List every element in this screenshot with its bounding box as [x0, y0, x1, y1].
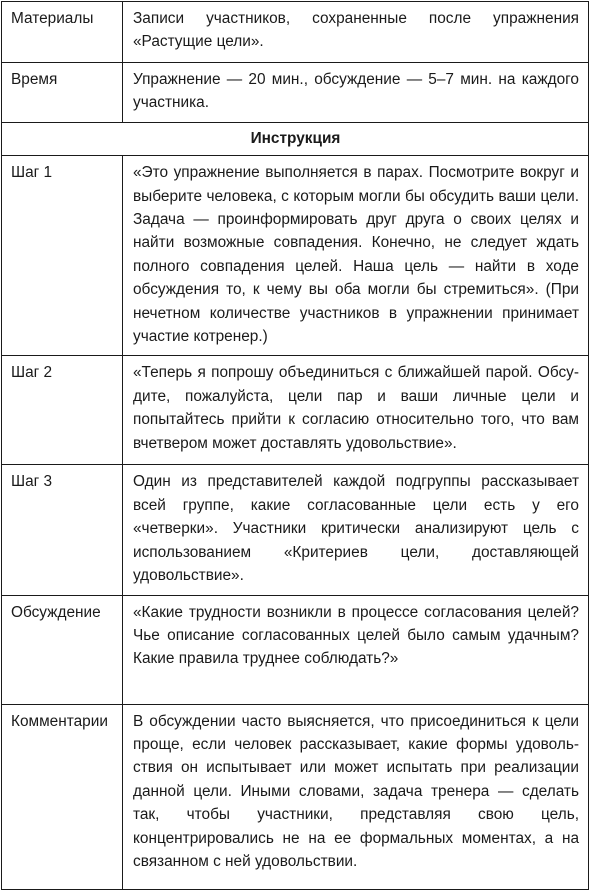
step3-label: Шаг 3 [2, 465, 123, 595]
materials-label: Материалы [2, 2, 123, 63]
instruction-heading: Инструкция [2, 122, 589, 155]
step2-text: «Теперь я попрошу объединиться с ближайшей парой. Обсудите, пожалуйста, цели пар и ваши личные цели и попытайтесь прийти к согласию относительно того, что вам вчетвером может доставлять удовольствие». [123, 356, 589, 465]
table-row-step3 [2, 465, 589, 595]
time-text: Упражнение — 20 мин., обсуждение — 5–7 мин. на каждого участника. [123, 63, 589, 123]
time-label: Время [2, 63, 123, 123]
discussion-label: Обсуждение [2, 595, 123, 704]
materials-text: Записи участников, сохраненные после упражнения «Растущие цели». [123, 2, 589, 63]
table-row-discussion [2, 595, 589, 704]
exercise-table [1, 1, 589, 890]
table-row-materials [2, 2, 589, 63]
table-row-comments [2, 704, 589, 889]
step1-label: Шаг 1 [2, 156, 123, 356]
table-row-step1 [2, 156, 589, 356]
comments-text: В обсуждении часто выясняется, что присоединиться к цели проще, если человек рассказывает, какие формы удовольствия он испытывает или может испытать при реализации данной цели. Иными словами, задача тренера — сделать так, чтобы участники, представляя свою цель, концентрировались не на ее формальных моментах, а на связанном с ней удовольствии. [123, 704, 589, 889]
discussion-text: «Какие трудности возникли в процессе согласования целей? Чье описание согласованных целей было самым удачным? Какие правила труднее соблюдать?» [123, 595, 589, 704]
table-row-step2 [2, 356, 589, 465]
table-row-time [2, 63, 589, 123]
table-row-instruction-heading [2, 122, 589, 155]
step1-text: «Это упражнение выполняется в парах. Посмотрите вокруг и выберите человека, с которым могли бы обсудить ваши цели. Задача — проинформировать друг друга о своих целях и найти возможные совпадения. Конечно, не следует ждать полного совпадения целей. Наша цель — найти в ходе обсуждения то, к чему вы оба могли бы стремиться». (При нечетном количестве участников в упражнении принимает участие котренер.) [123, 156, 589, 356]
step3-text: Один из представителей каждой подгруппы рассказывает всей группе, какие согласованные цели есть у его «четверки». Участники критически анализируют цель с использованием «Критериев цели, доставляющей удовольствие». [123, 465, 589, 595]
step2-label: Шаг 2 [2, 356, 123, 465]
comments-label: Комментарии [2, 704, 123, 889]
